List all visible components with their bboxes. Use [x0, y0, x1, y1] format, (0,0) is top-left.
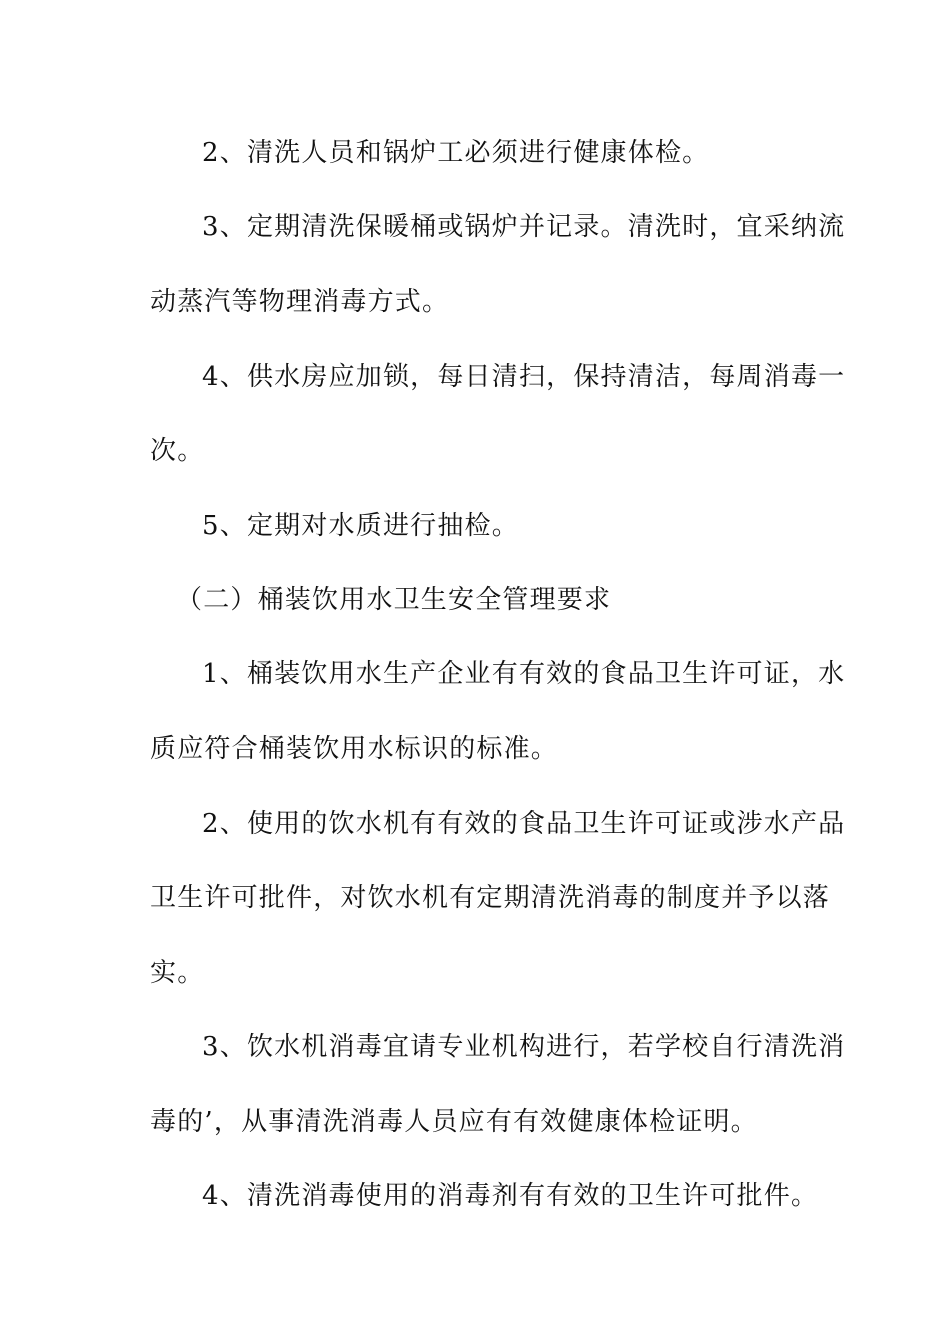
- paragraph-line: 1、桶装饮用水生产企业有有效的食品卫生许可证，水: [202, 659, 846, 689]
- paragraph-line: 4、清洗消毒使用的消毒剂有有效的卫生许可批件。: [202, 1181, 819, 1211]
- paragraph-line: 毒的’，从事清洗消毒人员应有有效健康体检证明。: [150, 1107, 758, 1137]
- paragraph-line: 2、使用的饮水机有有效的食品卫生许可证或涉水产品: [202, 809, 846, 839]
- paragraph-line: 实。: [150, 958, 205, 988]
- paragraph-line: 动蒸汽等物理消毒方式。: [150, 287, 450, 317]
- section-heading: （二）桶装饮用水卫生安全管理要求: [176, 585, 612, 615]
- paragraph-line: 质应符合桶装饮用水标识的标准。: [150, 734, 559, 764]
- paragraph-line: 次。: [150, 436, 205, 466]
- paragraph-line: 3、饮水机消毒宜请专业机构进行，若学校自行清洗消: [202, 1032, 846, 1062]
- paragraph-line: 3、定期清洗保暖桶或锅炉并记录。清洗时，宜采纳流: [202, 212, 846, 242]
- paragraph-line: 卫生许可批件，对饮水机有定期清洗消毒的制度并予以落: [150, 883, 831, 913]
- paragraph-line: 2、清洗人员和锅炉工必须进行健康体检。: [202, 138, 710, 168]
- paragraph-line: 4、供水房应加锁，每日清扫，保持清洁，每周消毒一: [202, 362, 846, 392]
- paragraph-line: 5、定期对水质进行抽检。: [202, 511, 519, 541]
